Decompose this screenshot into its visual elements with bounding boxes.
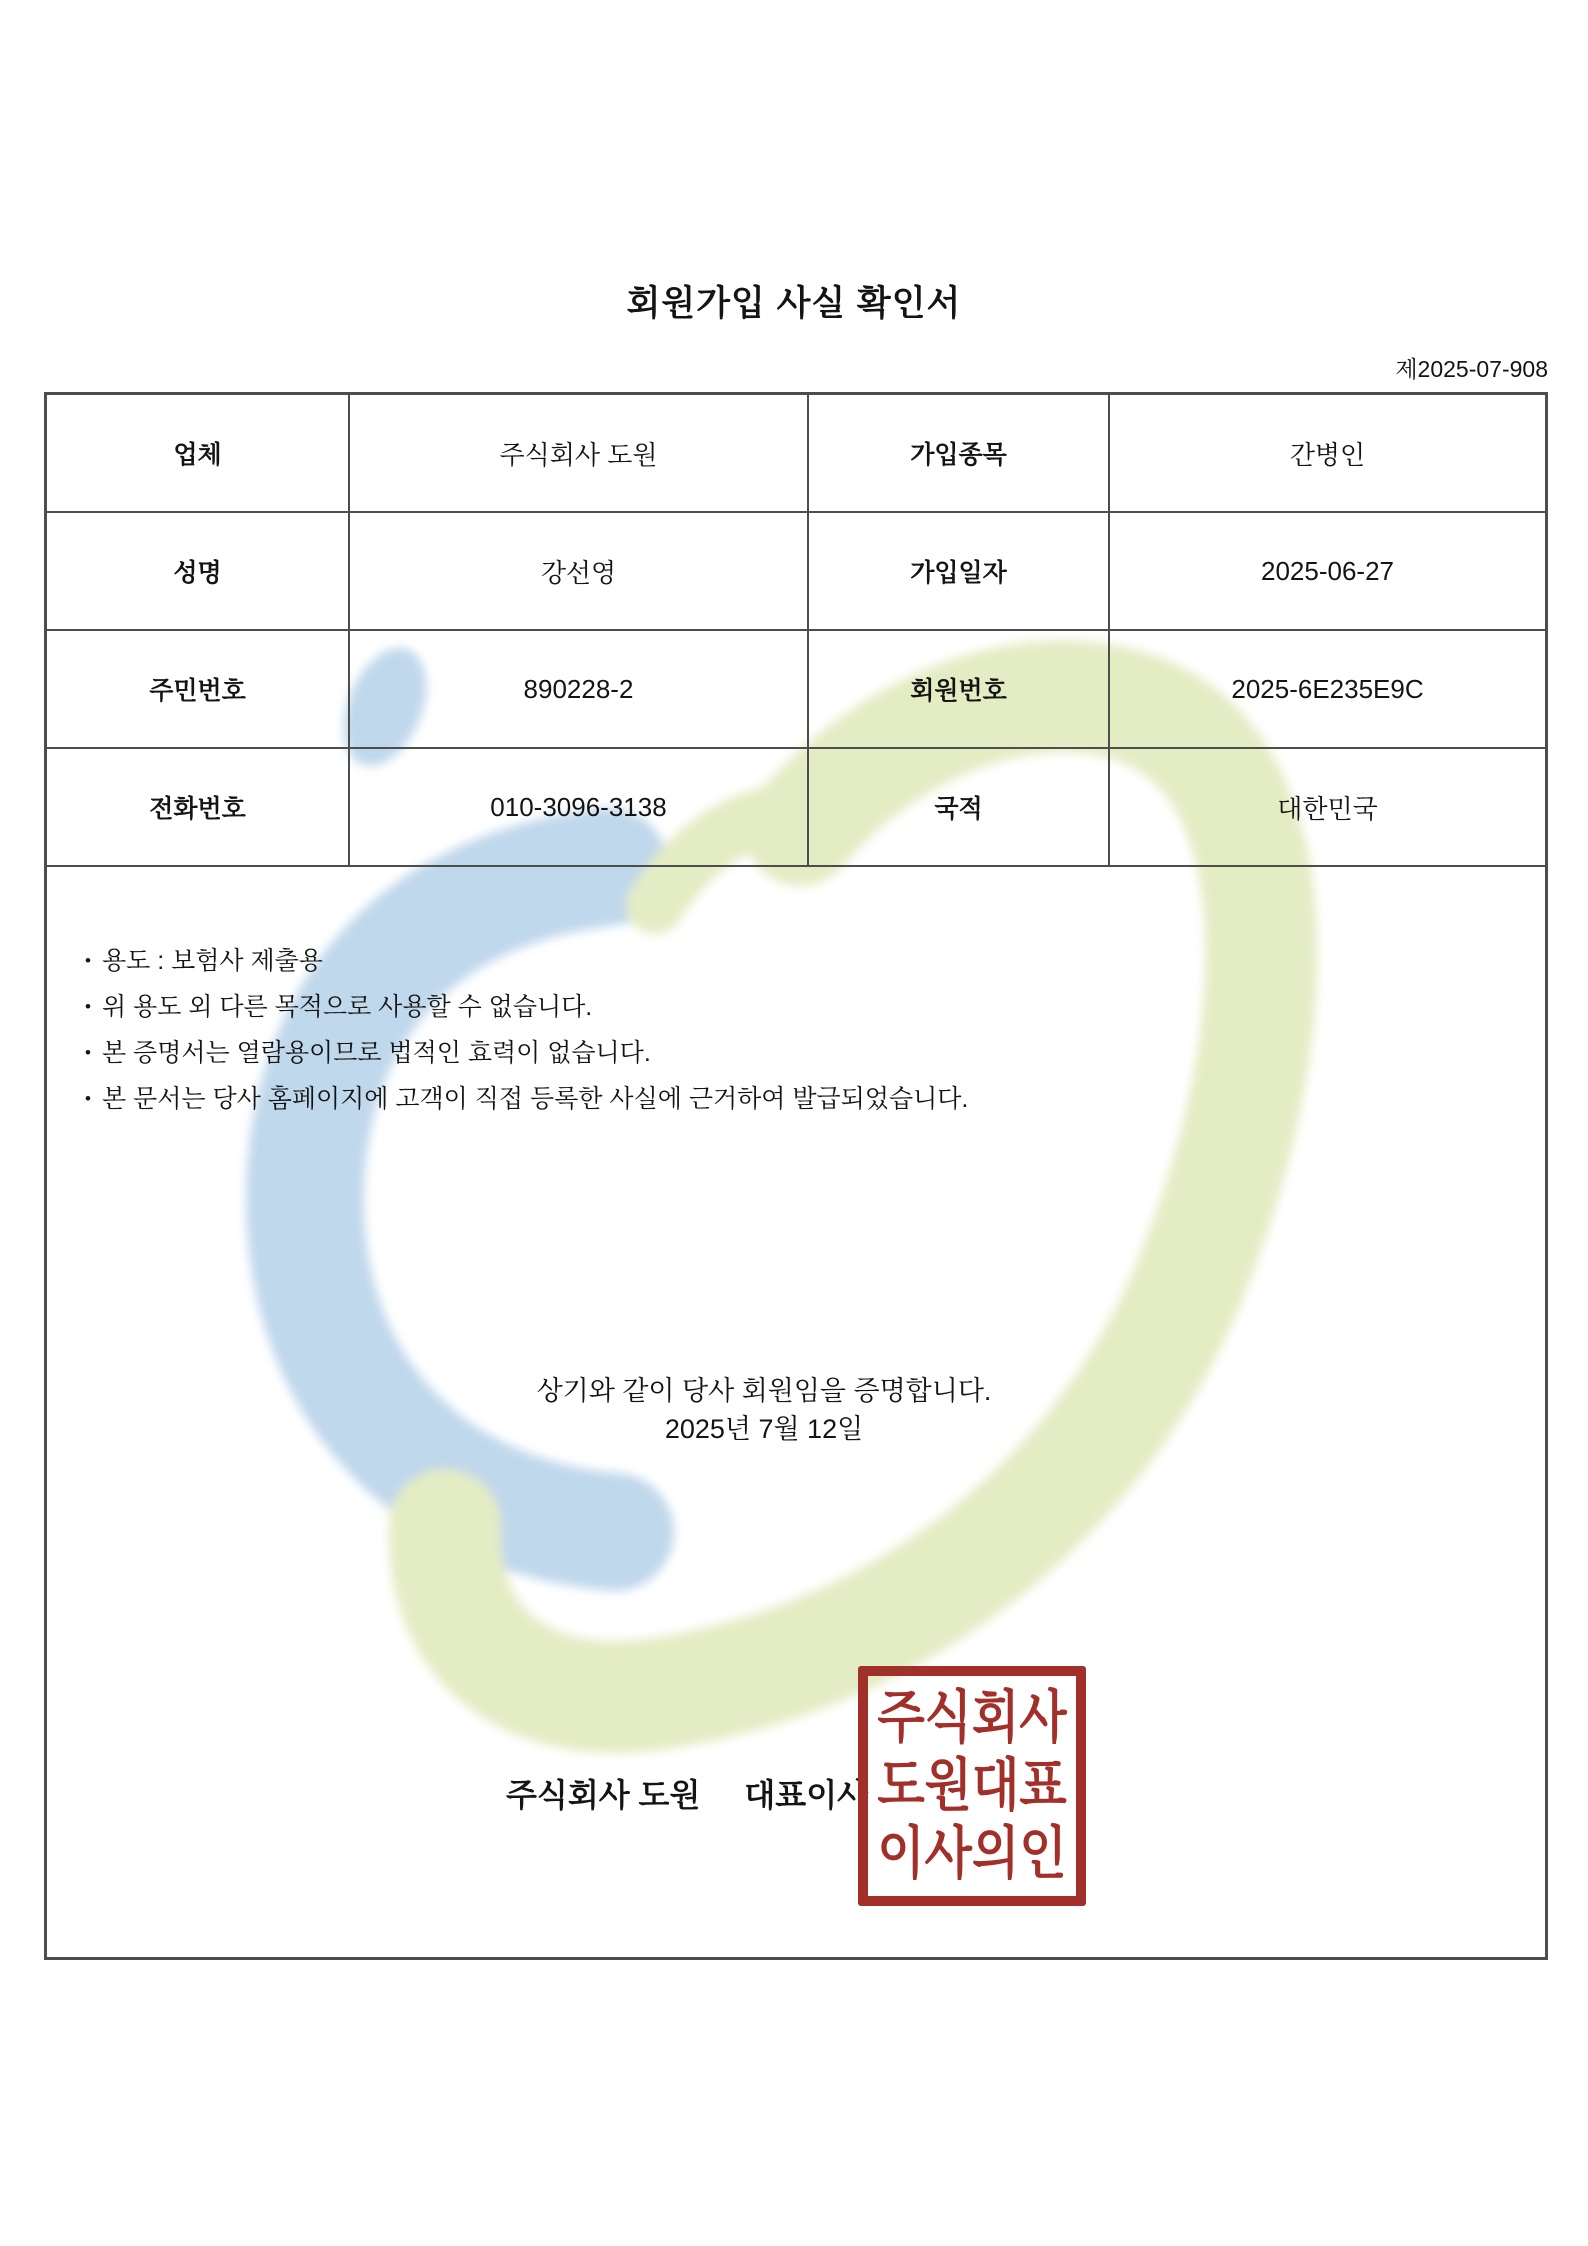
member-info-table (44, 392, 1548, 1960)
note-purpose: • 용도 : 보험사 제출용 (85, 938, 1385, 984)
table-row (47, 513, 1545, 631)
row-label-join-date: 가입일자 (809, 513, 1110, 629)
row-label-membership-type: 가입종목 (809, 395, 1110, 511)
row-value-nationality: 대한민국 (1277, 793, 1378, 824)
row-value-name: 강선영 (350, 513, 809, 629)
note-restriction: • 위 용도 외 다른 목적으로 사용할 수 없습니다. (85, 984, 1385, 1030)
row-label-phone: 전화번호 (47, 749, 350, 865)
row-value-membership-type: 간병인 (1289, 439, 1366, 470)
certification-statement (44, 1372, 1484, 1448)
row-label-nationality: 국적 (809, 749, 1110, 865)
document-number: 제2025-07-908 (1395, 356, 1548, 382)
row-label-member-number: 회원번호 (809, 631, 1110, 747)
signature-line (506, 1770, 868, 1816)
company-name: 주식회사 도원 (506, 1777, 701, 1813)
row-value-phone: 010-3096-3138 (350, 749, 809, 865)
row-label-company: 업체 (47, 395, 350, 511)
corporate-seal-stamp (858, 1666, 1086, 1906)
row-value-member-number: 2025-6E235E9C (1231, 673, 1424, 704)
row-value-company: 주식회사 도원 (350, 395, 809, 511)
table-row (47, 395, 1545, 513)
page-title: 회원가입 사실 확인서 (626, 284, 962, 323)
notes-list (85, 938, 1385, 1122)
issue-date: 2025년 7월 12일 (664, 1414, 864, 1444)
table-row (47, 631, 1545, 749)
row-value-join-date: 2025-06-27 (1261, 555, 1394, 586)
row-label-name: 성명 (47, 513, 350, 629)
certification-line: 상기와 같이 당사 회원임을 증명합니다. (536, 1376, 992, 1406)
note-source: • 본 문서는 당사 홈페이지에 고객이 직접 등록한 사실에 근거하여 발급되었습니다. (85, 1076, 1385, 1122)
table-row (47, 749, 1545, 867)
row-label-resident-number: 주민번호 (47, 631, 350, 747)
note-no-legal-effect: • 본 증명서는 열람용이므로 법적인 효력이 없습니다. (85, 1030, 1385, 1076)
seal-text-row: 주식회사 (877, 1686, 1067, 1750)
seal-text-row: 이사의인 (877, 1822, 1067, 1886)
row-value-resident-number: 890228-2 (350, 631, 809, 747)
seal-text-row: 도원대표 (877, 1754, 1067, 1818)
ceo-title: 대표이사 (744, 1777, 869, 1813)
